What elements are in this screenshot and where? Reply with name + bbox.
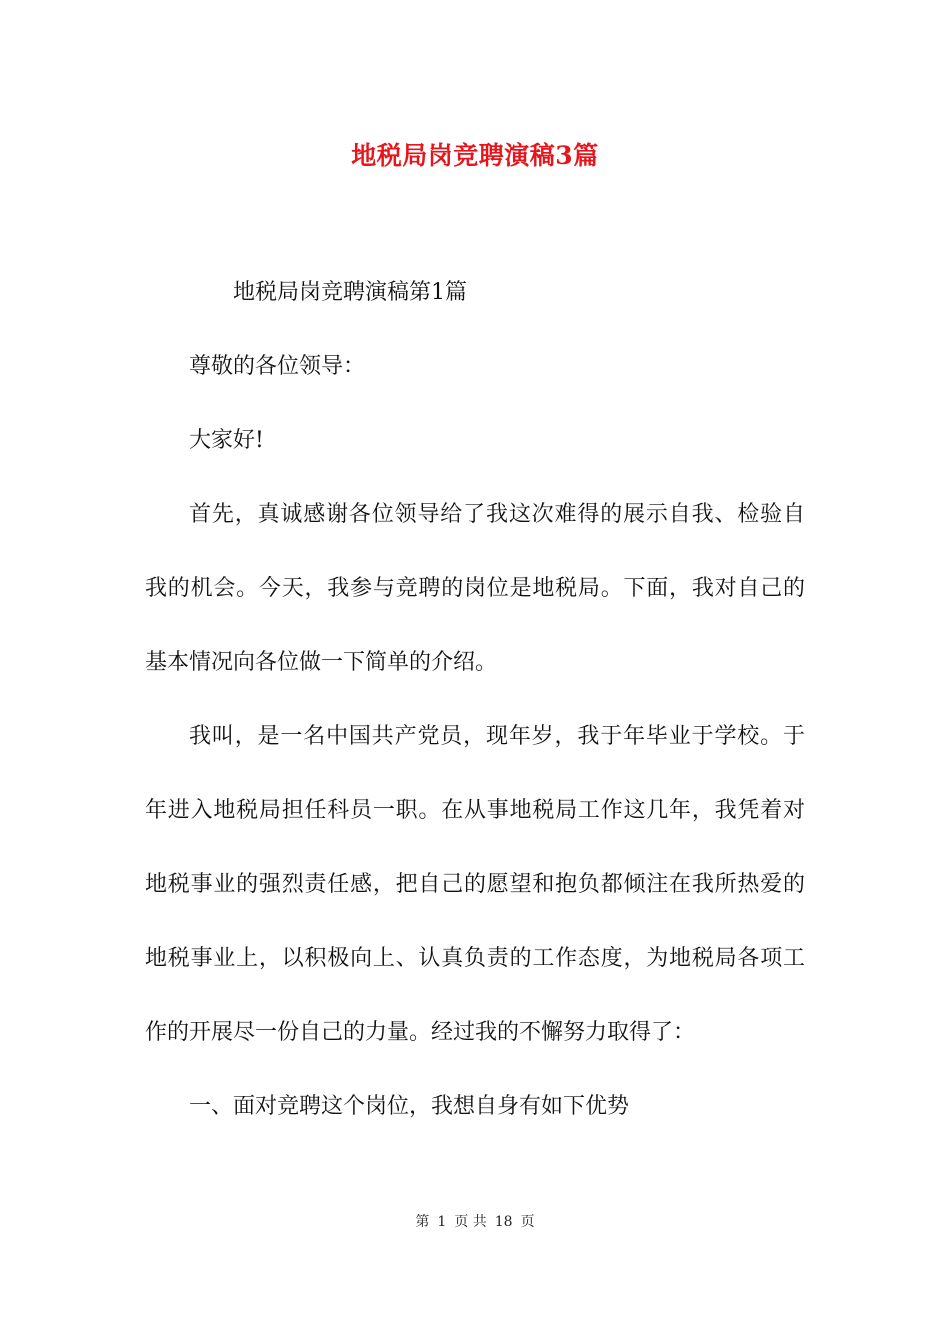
paragraph-2-line-2: 年进入地税局担任科员一职。在从事地税局工作这几年，我凭着对	[145, 798, 805, 823]
salutation: 尊敬的各位领导：	[189, 354, 366, 379]
footer-page-number: 1	[437, 1214, 447, 1230]
footer-middle: 页 共	[454, 1214, 487, 1230]
page-footer	[0, 1211, 950, 1231]
footer-prefix: 第	[415, 1214, 430, 1230]
document-title: 地税局岗竞聘演稿3篇	[351, 141, 599, 170]
paragraph-2-line-4: 地税事业上，以积极向上、认真负责的工作态度，为地税局各项工	[145, 946, 805, 971]
greeting: 大家好!	[189, 428, 264, 453]
document-body	[145, 256, 805, 1144]
paragraph-2-line-5: 作的开展尽一份自己的力量。经过我的不懈努力取得了：	[145, 1020, 696, 1045]
paragraph-2-line-3: 地税事业的强烈责任感，把自己的愿望和抱负都倾注在我所热爱的	[145, 872, 805, 897]
paragraph-1-line-2: 我的机会。今天，我参与竞聘的岗位是地税局。下面，我对自己的	[145, 576, 805, 601]
paragraph-1-line-3: 基本情况向各位做一下简单的介绍。	[145, 650, 498, 675]
footer-total-pages: 18	[494, 1214, 513, 1230]
footer-suffix: 页	[520, 1214, 535, 1230]
paragraph-2-line-1: 我叫，是一名中国共产党员，现年岁，我于年毕业于学校。于	[189, 724, 805, 749]
paragraph-1-line-1: 首先，真诚感谢各位领导给了我这次难得的展示自我、检验自	[189, 502, 805, 527]
section-heading: 一、面对竞聘这个岗位，我想自身有如下优势	[189, 1094, 630, 1119]
section-subtitle: 地税局岗竞聘演稿第1篇	[233, 280, 467, 305]
